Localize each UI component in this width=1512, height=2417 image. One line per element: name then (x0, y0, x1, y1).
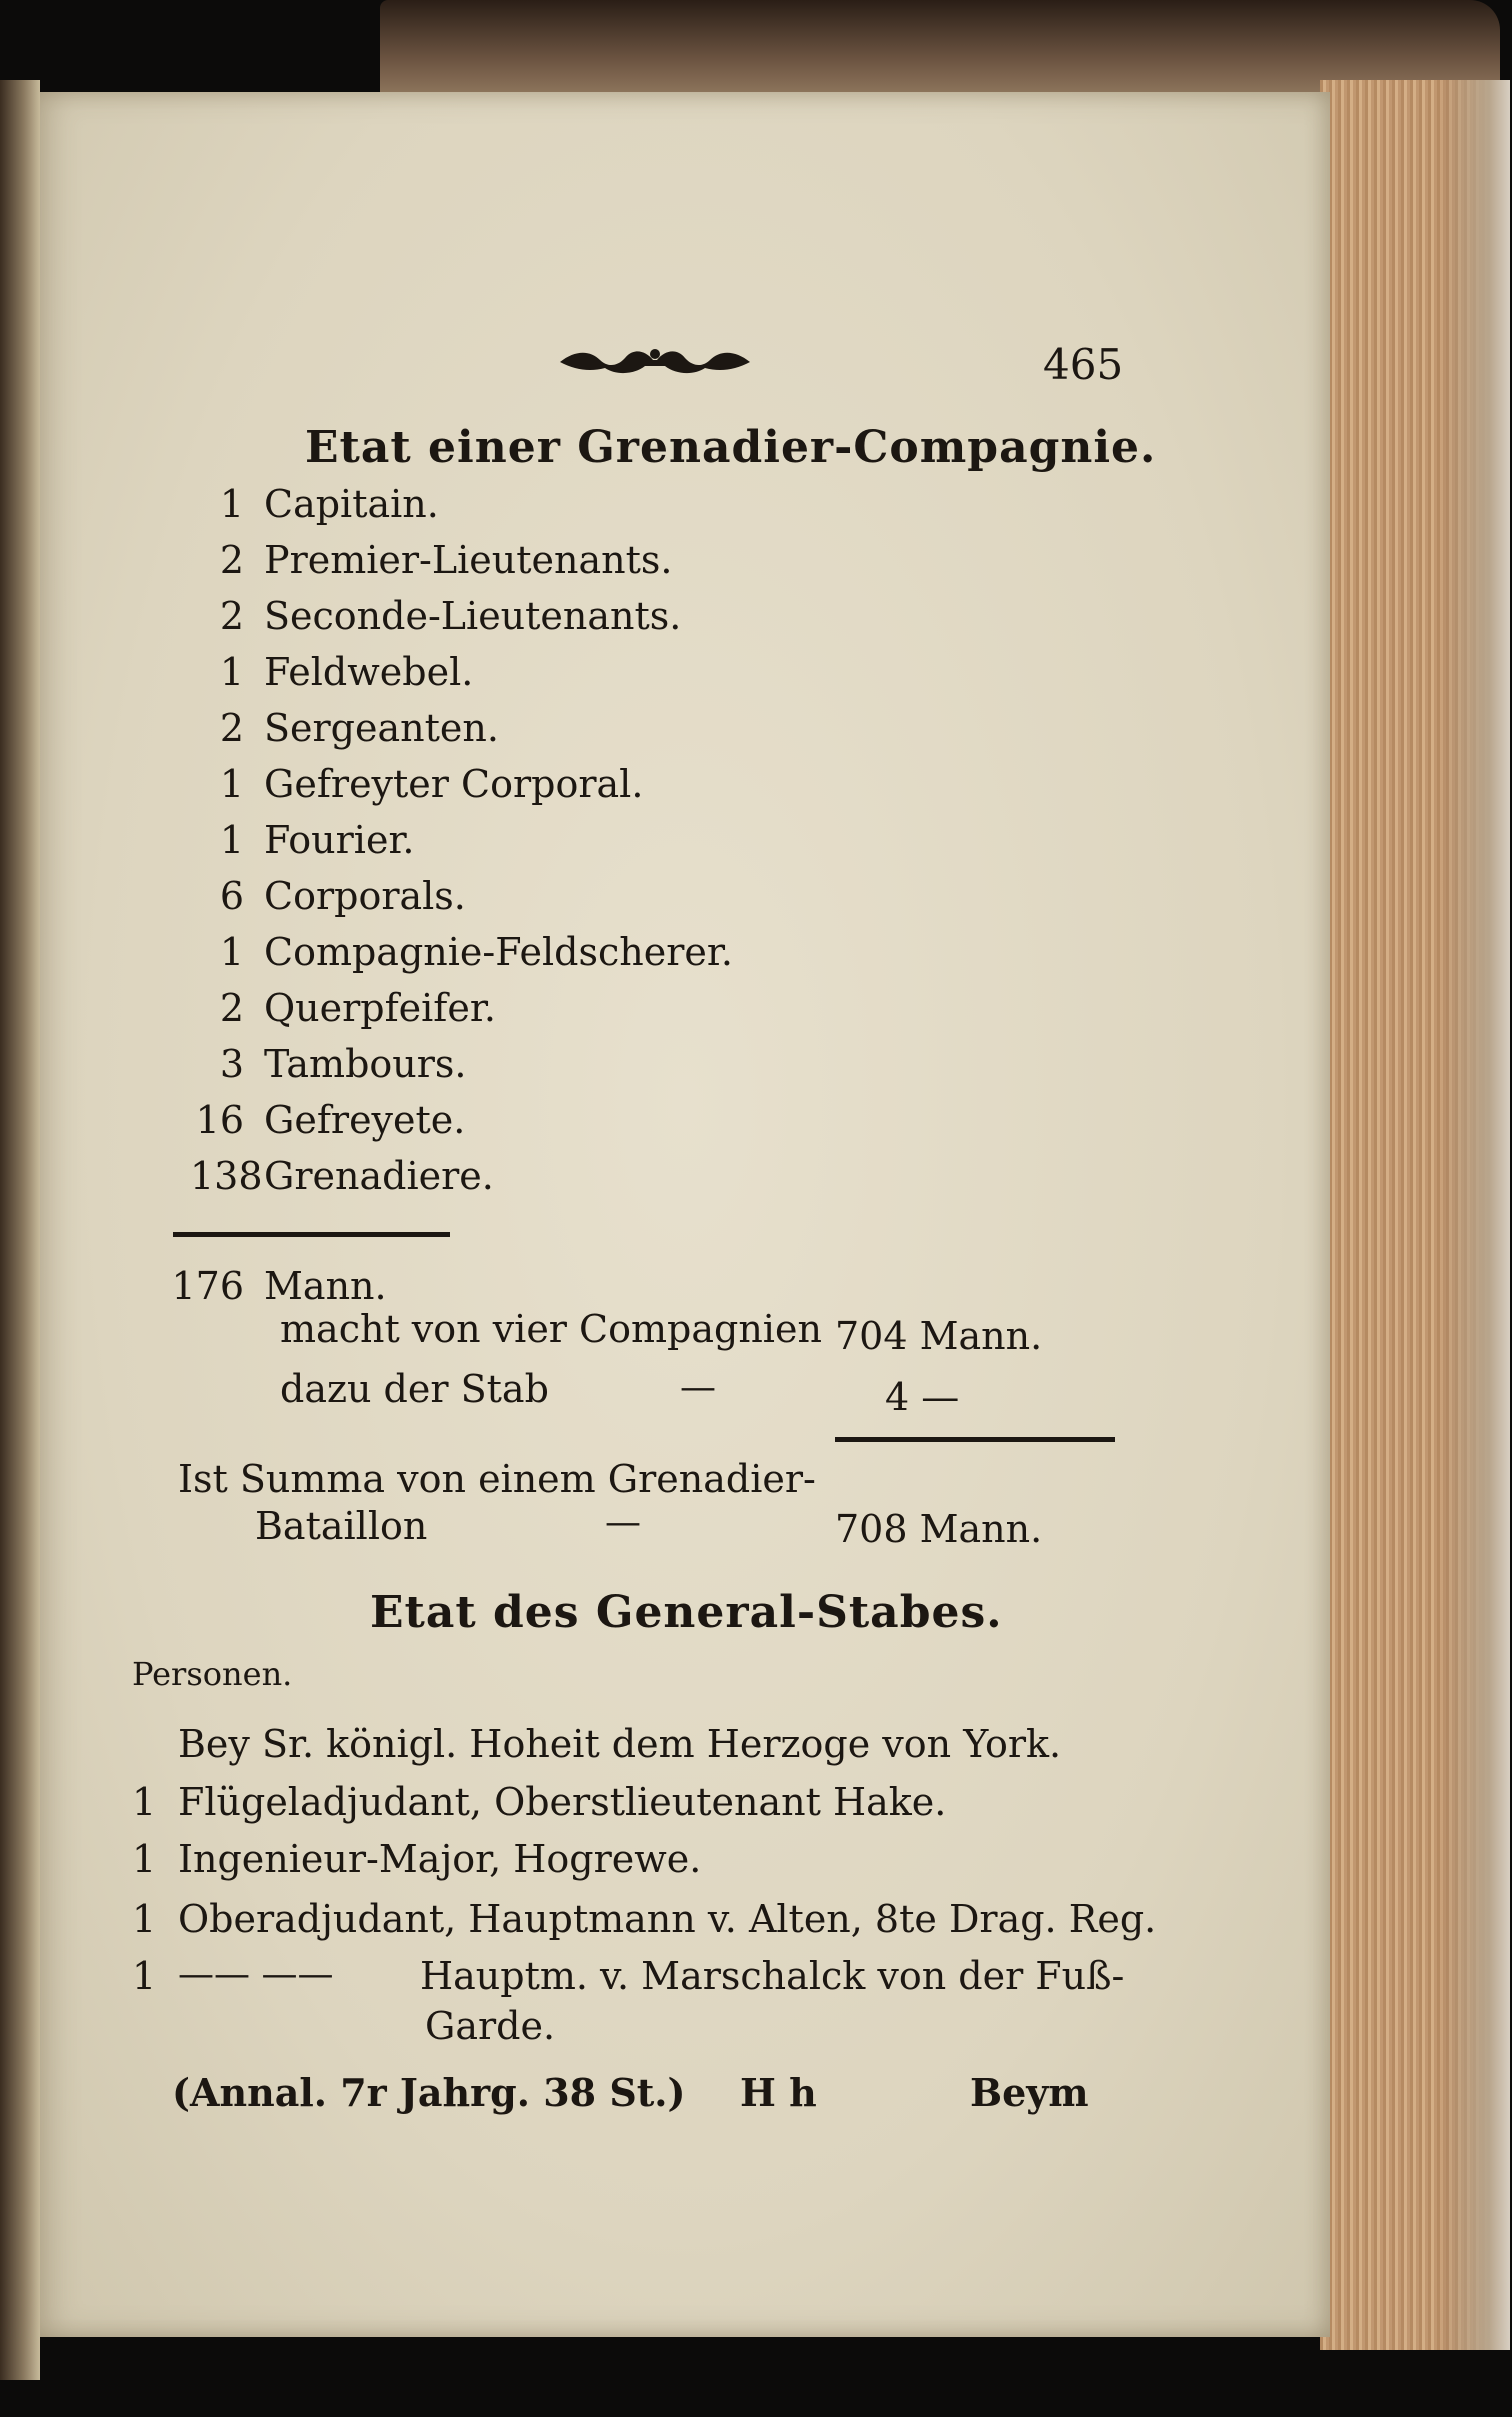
book-spine (0, 80, 40, 2380)
list-item-qty: 2 (219, 706, 244, 750)
staff-label: dazu der Stab (280, 1367, 549, 1411)
list-item-qty: 3 (219, 1042, 244, 1086)
page-edges (1320, 80, 1510, 2350)
list-item-qty: 2 (219, 538, 244, 582)
member-text: Hauptm. v. Marschalck von der Fuß- (420, 1954, 1125, 1998)
list-item-name: Tambours. (264, 1042, 467, 1086)
list-item-qty: 1 (219, 482, 244, 526)
list-item-name: Grenadiere. (264, 1154, 494, 1198)
battalion-label: Ist Summa von einem Grenadier- (178, 1457, 816, 1501)
four-companies-value: 704 Mann. (835, 1314, 1043, 1358)
list-item-name: Sergeanten. (264, 706, 499, 750)
persons-label: Personen. (132, 1655, 293, 1693)
list-item-name: Fourier. (264, 818, 415, 862)
list-item-qty: 1 (219, 762, 244, 806)
section-title-grenadier-company: Etat einer Grenadier-Compagnie. (305, 422, 1157, 473)
list-item-name: Gefreyter Corporal. (264, 762, 644, 806)
four-companies-label: macht von vier Compagnien (280, 1307, 822, 1351)
staff-value: 4 — (885, 1375, 960, 1419)
book-page (40, 92, 1330, 2337)
sum-rule (173, 1232, 450, 1237)
list-item-qty: 138 (190, 1154, 263, 1198)
list-item-name: Gefreyete. (264, 1098, 466, 1142)
total-label: Mann. (264, 1264, 387, 1308)
list-item-name: Capitain. (264, 482, 439, 526)
source-note: (Annal. 7r Jahrg. 38 St.) (172, 2070, 686, 2115)
list-item-name: Feldwebel. (264, 650, 474, 694)
member-qty: 1 (132, 1897, 157, 1941)
staff-intro: Bey Sr. königl. Hoheit dem Herzoge von York. (178, 1722, 1062, 1766)
list-item-qty: 16 (195, 1098, 244, 1142)
list-item-qty: 2 (219, 986, 244, 1030)
signature-mark: H h (740, 2070, 817, 2115)
list-item-name: Corporals. (264, 874, 466, 918)
section-title-general-staff: Etat des General-Stabes. (370, 1587, 1003, 1638)
staff-dash: — (680, 1367, 716, 1408)
total-qty: 176 (171, 1264, 244, 1308)
list-item-qty: 1 (219, 930, 244, 974)
catchword: Beym (970, 2070, 1089, 2115)
member-qty: 1 (132, 1780, 157, 1824)
list-item-qty: 6 (219, 874, 244, 918)
member-dashes: —— —— (178, 1954, 334, 1995)
list-item-name: Seconde-Lieutenants. (264, 594, 682, 638)
battalion-value: 708 Mann. (835, 1507, 1043, 1551)
page-number: 465 (1043, 340, 1124, 389)
member-text: Ingenieur-Major, Hogrewe. (178, 1837, 702, 1881)
member-qty: 1 (132, 1837, 157, 1881)
list-item-qty: 2 (219, 594, 244, 638)
list-item-name: Querpfeifer. (264, 986, 496, 1030)
ornament-icon (555, 340, 755, 380)
list-item-name: Compagnie-Feldscherer. (264, 930, 733, 974)
list-item-qty: 1 (219, 650, 244, 694)
list-item-qty: 1 (219, 818, 244, 862)
member-text-cont: Garde. (425, 2004, 556, 2048)
member-text: Flügeladjudant, Oberstlieutenant Hake. (178, 1780, 947, 1824)
sum-rule (835, 1437, 1115, 1442)
member-qty: 1 (132, 1954, 157, 1998)
battalion-dash: — (605, 1502, 641, 1543)
list-item-name: Premier-Lieutenants. (264, 538, 673, 582)
battalion-label-cont: Bataillon (255, 1504, 428, 1548)
member-text: Oberadjudant, Hauptmann v. Alten, 8te Drag. Reg. (178, 1897, 1157, 1941)
